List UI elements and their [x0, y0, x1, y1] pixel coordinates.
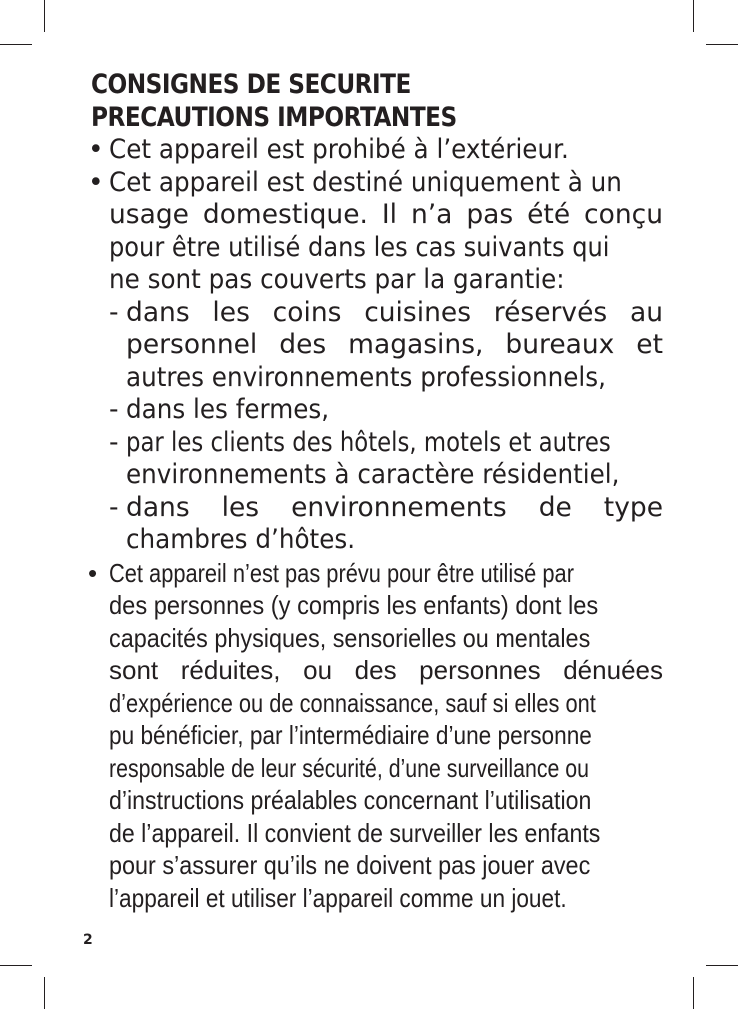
- crop-mark-top-right-v: [693, 0, 694, 32]
- sub-item-hotels: [109, 427, 663, 492]
- bullet-line: Cet appareil est destiné uniquement à un: [109, 166, 622, 198]
- sub-line: dans les fermes,: [126, 394, 330, 425]
- crop-mark-top-left-h: [0, 44, 32, 45]
- sub-line: dans les environnements de type: [126, 491, 663, 523]
- bullet-line: l’appareil et utiliser l’appareil comme un jouet.: [109, 882, 567, 913]
- sub-item-farms: [109, 394, 663, 427]
- safety-instructions: [88, 68, 663, 914]
- bullet-line: pu bénéficier, par l’intermédiaire d’une personne: [109, 720, 592, 750]
- bullet-line: Cet appareil est prohibé à l’extérieur.: [109, 134, 569, 165]
- dash-icon: -: [109, 491, 119, 523]
- page-number: 2: [83, 932, 93, 948]
- bullet-line: de l’appareil. Il convient de surveiller les enfants: [109, 817, 601, 848]
- bullet-item-reduced-capacity: [88, 557, 663, 915]
- bullet-item-domestic-use: [88, 166, 663, 557]
- bullet-line: capacités physiques, sensorielles ou mentales: [109, 622, 591, 653]
- bullet-line: pour être utilisé dans les cas suivants qui: [109, 231, 610, 263]
- bullet-line: des personnes (y compris les enfants) dont les: [109, 590, 599, 620]
- crop-mark-bottom-right-v: [693, 977, 694, 1009]
- dash-icon: -: [109, 426, 119, 458]
- dash-icon: -: [109, 296, 119, 328]
- crop-mark-top-right-h: [706, 44, 738, 45]
- crop-mark-bottom-left-h: [0, 965, 32, 966]
- bullet-icon: •: [88, 557, 98, 588]
- title-line-2: PRECAUTIONS IMPORTANTES: [91, 102, 457, 133]
- bullet-line: usage domestique. Il n’a pas été conçu: [109, 199, 663, 230]
- bullet-line: d’expérience ou de connaissance, sauf si elles ont: [109, 687, 596, 718]
- bullet-line: ne sont pas couverts par la garantie:: [109, 264, 565, 295]
- crop-mark-bottom-right-h: [706, 965, 738, 966]
- crop-mark-bottom-left-v: [44, 977, 45, 1009]
- sub-line: par les clients des hôtels, motels et autres: [126, 426, 611, 458]
- sub-line: environnements à caractère résidentiel,: [126, 459, 620, 490]
- sub-item-guest-rooms: [109, 492, 663, 557]
- sub-line: chambres d’hôtes.: [126, 524, 356, 555]
- bullet-line: d’instructions préalables concernant l’utilisation: [109, 785, 592, 815]
- dash-icon: -: [109, 394, 119, 425]
- sub-line: personnel des magasins, bureaux et: [126, 329, 663, 360]
- bullet-line: sont réduites, ou des personnes dénuées: [109, 655, 663, 685]
- bullet-icon: •: [88, 166, 104, 198]
- sub-line: dans les coins cuisines réservés au: [126, 296, 663, 328]
- sub-item-professional: [109, 297, 663, 395]
- bullet-line: responsable de leur sécurité, d’une surveillance ou: [109, 752, 589, 783]
- bullet-item-outdoor: [88, 134, 663, 167]
- section-title: [91, 68, 583, 134]
- bullet-line: Cet appareil n’est pas prévu pour être utilisé par: [109, 557, 574, 588]
- title-line-1: CONSIGNES DE SECURITE: [91, 69, 411, 100]
- crop-mark-top-left-v: [44, 0, 45, 32]
- sub-line: autres environnements professionnels,: [126, 361, 606, 393]
- bullet-line: pour s’assurer qu’ils ne doivent pas jouer avec: [109, 850, 591, 880]
- bullet-icon: •: [88, 134, 104, 165]
